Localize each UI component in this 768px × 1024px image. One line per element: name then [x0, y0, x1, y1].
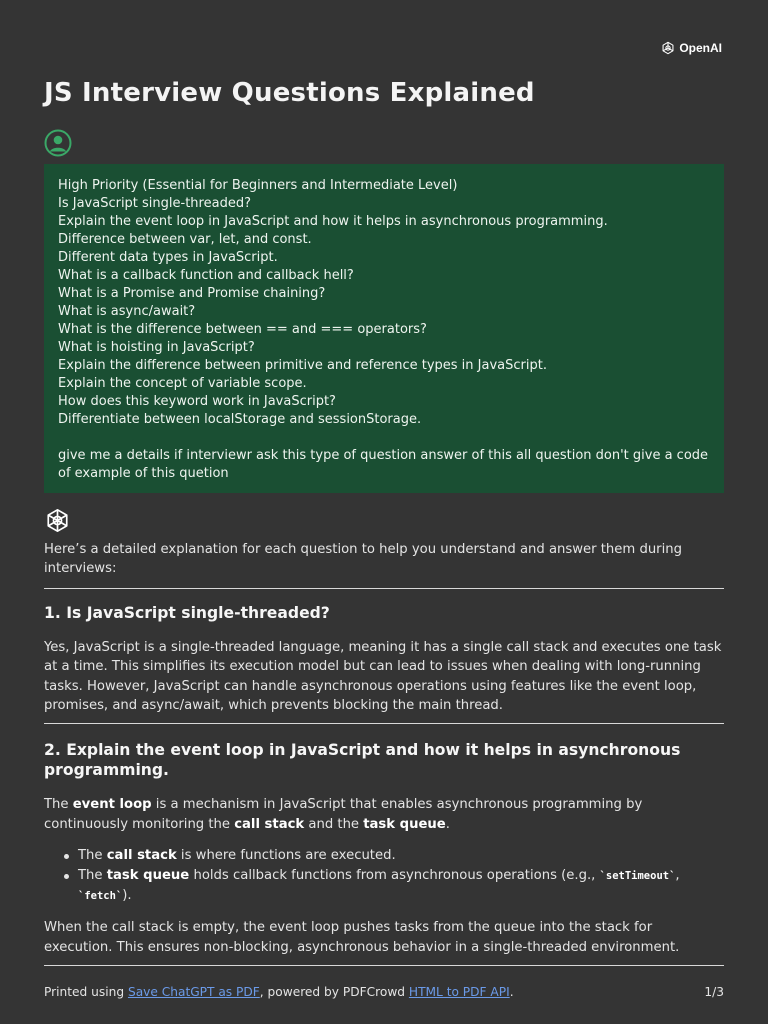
prompt-line: What is a Promise and Promise chaining? — [58, 286, 326, 301]
prompt-line: Explain the concept of variable scope. — [58, 376, 307, 391]
section-heading: 2. Explain the event loop in JavaScript and how it helps in asynchronous programming. — [44, 741, 681, 780]
prompt-line: What is async/await? — [58, 304, 196, 319]
footer-credit: Printed using Save ChatGPT as PDF, powered by PDFCrowd HTML to PDF API. — [44, 985, 514, 999]
inline-code: `fetch` — [78, 890, 123, 903]
chatgpt-icon — [44, 507, 71, 534]
assistant-answer — [44, 540, 724, 966]
divider — [44, 588, 724, 589]
bullet-list — [62, 846, 724, 906]
inline-code: `setTimeout` — [599, 869, 676, 882]
prompt-line: Different data types in JavaScript. — [58, 250, 278, 265]
list-item: The task queue holds callback functions from asynchronous operations (e.g., `setTimeout`, `fetch`). — [62, 866, 724, 907]
section-paragraph: The event loop is a mechanism in JavaScript that enables asynchronous programming by continuously monitoring the call stack and the task queue. — [44, 797, 643, 832]
divider — [44, 965, 724, 966]
page-number: 1/3 — [704, 985, 724, 999]
prompt-line: Is JavaScript single-threaded? — [58, 196, 251, 211]
user-prompt — [44, 164, 724, 493]
openai-icon — [660, 40, 676, 56]
page-title: JS Interview Questions Explained — [44, 78, 535, 108]
section-paragraph: When the call stack is empty, the event loop pushes tasks from the queue into the stack for execution. This ensures non-blocking, asynchronous behavior in a single-threaded environment. — [44, 920, 680, 955]
save-chatgpt-pdf-link[interactable]: Save ChatGPT as PDF — [127, 985, 260, 999]
prompt-line: What is hoisting in JavaScript? — [58, 340, 255, 355]
prompt-line: Explain the difference between primitive and reference types in JavaScript. — [58, 358, 547, 373]
footer — [44, 985, 724, 999]
prompt-line: High Priority (Essential for Beginners and Intermediate Level) — [58, 178, 458, 193]
section-heading: 1. Is JavaScript single-threaded? — [44, 603, 330, 622]
prompt-line: What is the difference between == and === operators? — [58, 322, 427, 337]
prompt-line: Explain the event loop in JavaScript and how it helps in asynchronous programming. — [58, 214, 608, 229]
list-item: The call stack is where functions are executed. — [62, 846, 724, 865]
openai-logo — [660, 40, 722, 56]
user-icon — [44, 129, 72, 157]
brand-name: OpenAI — [679, 41, 722, 55]
answer-intro: Here’s a detailed explanation for each question to help you understand and answer them during interviews: — [44, 542, 682, 577]
prompt-request-line: of example of this quetion — [58, 466, 229, 481]
prompt-line: What is a callback function and callback hell? — [58, 268, 354, 283]
prompt-line: Difference between var, let, and const. — [58, 232, 312, 247]
html-to-pdf-api-link[interactable]: HTML to PDF API — [408, 985, 510, 999]
prompt-line: Differentiate between localStorage and sessionStorage. — [58, 412, 422, 427]
prompt-request-line: give me a details if interviewr ask this type of question answer of this all question don't give a code — [58, 448, 709, 463]
prompt-line: How does this keyword work in JavaScript? — [58, 394, 336, 409]
divider — [44, 723, 724, 724]
section-body: Yes, JavaScript is a single-threaded language, meaning it has a single call stack and executes one task at a time. This simplifies its execution model but can lead to issues when dealing with long-running tasks. However, JavaScript can handle asynchronous operations using features like the event loop, promises, and async/await, which prevents blocking the main thread. — [44, 639, 722, 714]
